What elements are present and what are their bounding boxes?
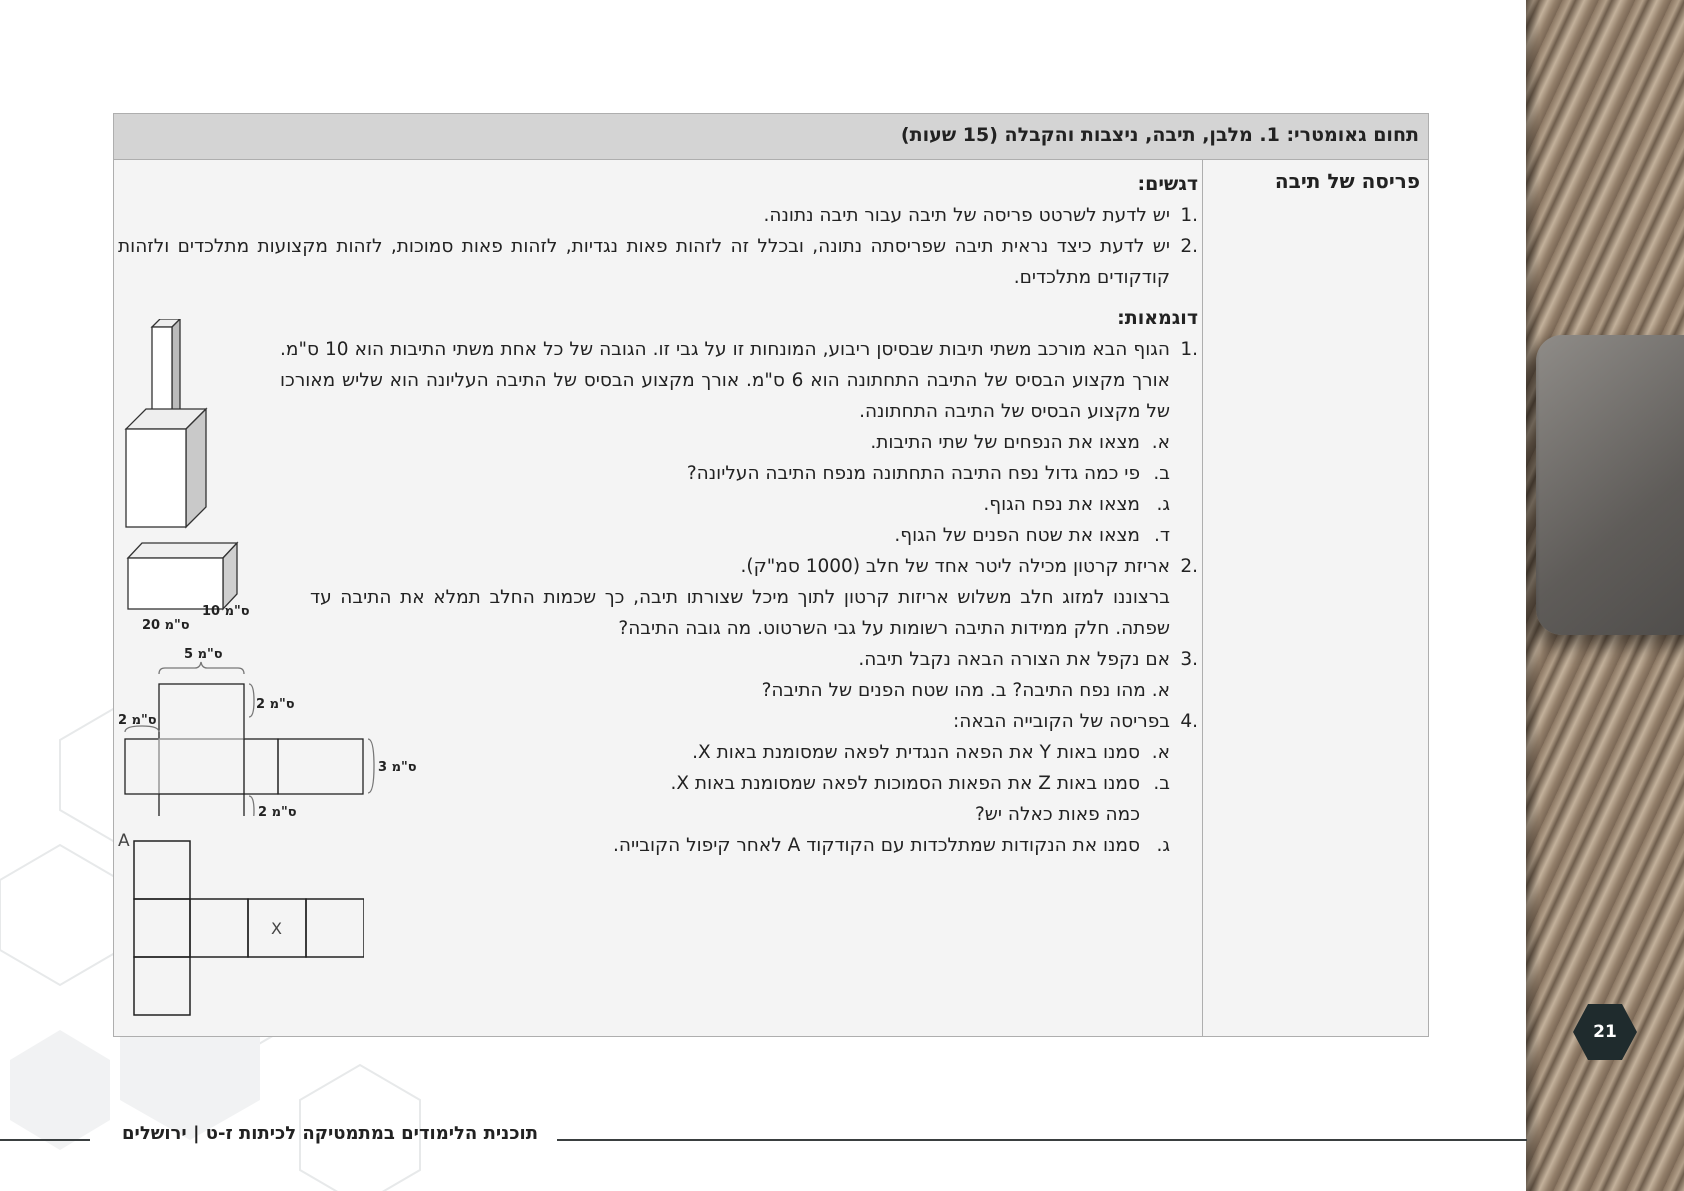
item-text: יש לדעת לשרטט פריסה של תיבה עבור תיבה נתונה.	[763, 205, 1170, 226]
list-item	[118, 231, 1198, 293]
example-2	[118, 551, 1198, 582]
net-top-label: 5 ס"מ	[184, 647, 223, 662]
sub-text: סמנו באות Z את הפאות הסמוכות לפאה שמסומנת באות X.	[670, 773, 1140, 794]
sub-letter: א.	[1151, 742, 1170, 763]
sub-text: מצאו את נפח הגוף.	[983, 494, 1140, 515]
sub-text: כמה פאות כאלה יש?	[974, 804, 1140, 825]
box-depth-label: 10 ס"מ	[202, 604, 250, 619]
page-number: 21	[1593, 1022, 1617, 1042]
item-text: הגוף הבא מורכב משתי תיבות שבסיסן ריבוע, המונחות זו על גבי זו. הגובה של כל אחת משתי התיבות הוא 10 ס"מ. אורך מקצוע הבסיס של התיבה התחתונה הוא 6 ס"מ. אורך מקצוע הבסיס של התיבה העליונה הוא שליש מאורכו של מקצוע הבסיס של התיבה התחתונה.	[280, 339, 1170, 422]
sub-text: פי כמה גדול נפח התיבה התחתונה מנפח התיבה העליונה?	[686, 463, 1140, 484]
net-left-label: 2 ס"מ	[118, 713, 157, 728]
topic-cell: פריסה של תיבה	[1274, 169, 1420, 193]
item-number: .1	[1180, 205, 1198, 226]
page-number-badge	[1572, 1003, 1638, 1061]
emphases-heading: דגשים:	[1137, 173, 1198, 195]
item-number: .4	[1180, 711, 1198, 732]
page-edge-shadow	[1526, 0, 1540, 1191]
item-number: .1	[1180, 339, 1198, 360]
footer-line-right	[557, 1139, 1527, 1141]
footer-line-left	[0, 1139, 90, 1141]
column-divider	[1202, 159, 1203, 1036]
footer-text: תוכנית הלימודים במתמטיקה לכיתות ז-ט | ירושלים	[122, 1123, 538, 1144]
sub-letter: ד.	[1154, 525, 1170, 546]
item-text: יש לדעת כיצד נראית תיבה שפריסתה נתונה, ובכלל זה לזהות פאות נגדיות, לזהות פאות סמוכות, לזהות מקצועות מתלכדים ולזהות קודקודים מתלכדים.	[118, 236, 1170, 288]
sub-letter: ב.	[1153, 773, 1170, 794]
sub-item	[118, 458, 1198, 489]
curriculum-table	[113, 113, 1429, 1037]
item-text: א. מהו נפח התיבה? ב. מהו שטח הפנים של התיבה?	[761, 680, 1170, 701]
net-right-bottom-label: 2 ס"מ	[258, 805, 297, 816]
cube-net-figure	[114, 829, 364, 1021]
vertex-a-label: A	[118, 831, 130, 851]
item-text: אריזת קרטון מכילה ליטר אחד של חלב (1000 סמ"ק).	[740, 556, 1170, 577]
table-header	[114, 114, 1428, 160]
box-net-figure	[116, 646, 446, 816]
sub-item	[118, 520, 1198, 551]
sub-text: מצאו את הנפחים של שתי התיבות.	[870, 432, 1140, 453]
container-box-figure	[124, 539, 259, 634]
sub-item	[118, 427, 1198, 458]
sub-letter: א.	[1151, 432, 1170, 453]
item-text: ברצוננו למזוג חלב משלוש אריזות קרטון לתוך מיכל שצורתו תיבה, כך שכמות החלב תמלא את התיבה עד שפתה. חלק ממידות התיבה רשומות על גבי השרטוט. מה גובה התיבה?	[310, 587, 1170, 639]
sub-item	[118, 489, 1198, 520]
sub-text: מצאו את שטח הפנים של הגוף.	[894, 525, 1140, 546]
example-2-body	[310, 582, 1198, 644]
example-1	[280, 334, 1198, 427]
face-x-label: X	[271, 919, 282, 938]
item-number: .2	[1180, 556, 1198, 577]
item-text: אם נקפל את הצורה הבאה נקבל תיבה.	[858, 649, 1170, 670]
sub-letter: ג.	[1156, 494, 1170, 515]
stacked-boxes-figure	[122, 319, 222, 531]
sub-letter: ג.	[1156, 835, 1170, 856]
list-item	[118, 200, 1198, 231]
sub-text: סמנו באות Y את הפאה הנגדית לפאה שמסומנת באות X.	[692, 742, 1140, 763]
item-text: בפריסה של הקובייה הבאה:	[953, 711, 1170, 732]
wooden-cube-image	[1536, 335, 1684, 635]
item-number: .3	[1180, 649, 1198, 670]
sub-text: סמנו את הנקודות שמתלכדות עם הקודקוד A לאחר קיפול הקובייה.	[613, 835, 1140, 856]
item-number: .2	[1180, 236, 1198, 257]
sub-letter: ב.	[1153, 463, 1170, 484]
net-right-label: 3 ס"מ	[378, 760, 417, 775]
box-width-label: 20 ס"מ	[142, 618, 190, 633]
examples-heading: דוגמאות:	[1117, 307, 1198, 329]
net-right-top-label: 2 ס"מ	[256, 697, 295, 712]
table-title: תחום גאומטרי: 1. מלבן, תיבה, ניצבות והקבלה (15 שעות)	[900, 124, 1419, 146]
